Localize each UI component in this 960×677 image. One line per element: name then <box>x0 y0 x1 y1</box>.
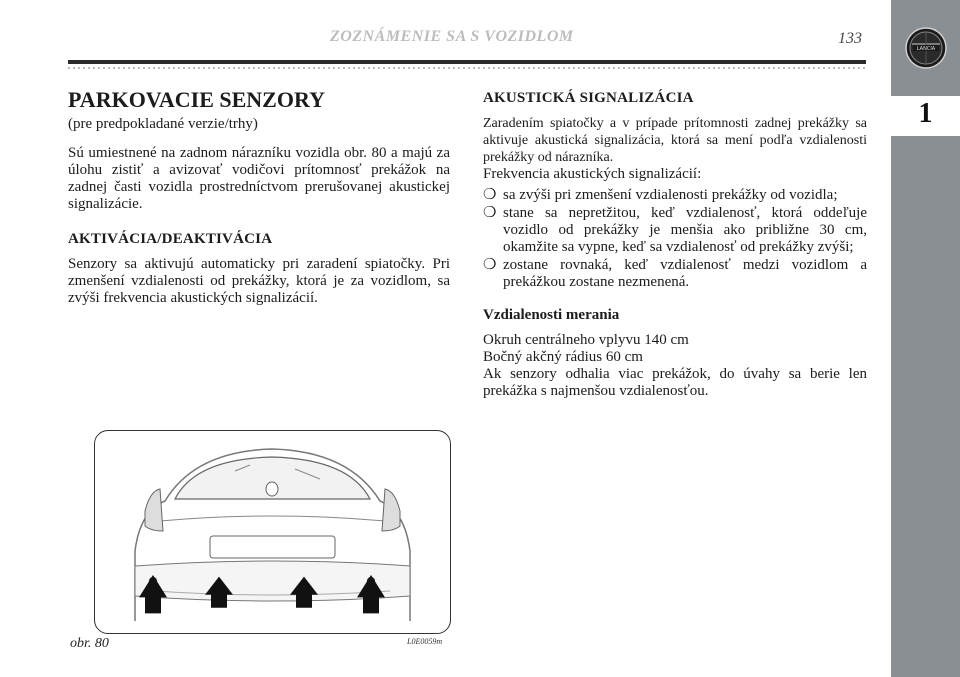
frequency-label: Frekvencia akustických signalizácií: <box>483 166 702 182</box>
activation-paragraph: Senzory sa aktivujú automaticky pri zaradení spiatočky. Pri zmenšení vzdialenosti od prekážky, ktorá je za vozidlom, sa zvýši frekvencia akustických signalizácií. <box>68 256 450 306</box>
header-dotted-rule <box>68 67 866 69</box>
right-column <box>483 90 867 400</box>
figure-code: L0E0059m <box>407 637 443 646</box>
figure-caption: obr. 80 <box>70 636 109 651</box>
car-rear-illustration <box>95 431 450 633</box>
acoustic-intro: Zaradením spiatočky a v prípade prítomnosti zadnej prekážky sa aktivuje akustická signalizácia, ktorá sa mení podľa vzdialenosti prekážky od nárazníka. <box>483 116 867 165</box>
chapter-number: 1 <box>918 98 933 129</box>
figure-car-rear <box>94 430 451 634</box>
frequency-list <box>483 187 867 291</box>
bullet-circle-icon: ❍ <box>483 187 497 203</box>
list-item: ❍ stane sa nepretžitou, keď vzdialenosť, ktorá oddeľuje vozidlo od prekážky je menšia ako približne 30 cm, okamžite sa vypne, keď sa vzdialenosť od prekážky zvýši; <box>483 205 867 255</box>
bullet-circle-icon: ❍ <box>483 205 497 221</box>
left-column <box>68 88 450 307</box>
bullet-circle-icon: ❍ <box>483 257 497 273</box>
activation-heading: AKTIVÁCIA/DEAKTIVÁCIA <box>68 231 273 247</box>
list-item: ❍ sa zvýši pri zmenšení vzdialenosti prekážky od vozidla; <box>483 187 838 203</box>
lancia-logo-icon <box>904 26 948 70</box>
distance-line: Ak senzory odhalia viac prekážok, do úvahy sa berie len prekážka s najmenšou vzdialenosťou. <box>483 366 867 399</box>
list-item: ❍ zostane rovnaká, keď vzdialenosť medzi vozidlom a prekážkou zostane nezmenená. <box>483 257 867 290</box>
running-header: ZOZNÁMENIE SA S VOZIDLOM <box>330 28 574 45</box>
intro-paragraph: Sú umiestnené na zadnom nárazníku vozidla obr. 80 a majú za úlohu zistiť a avizovať vodičovi prítomnosť prekážok na zadnej časti vozidla prostredníctvom prerušovanej akustickej signalizácie. <box>68 145 450 212</box>
svg-text:LANCIA: LANCIA <box>916 46 936 52</box>
acoustic-heading: AKUSTICKÁ SIGNALIZÁCIA <box>483 90 694 106</box>
section-subtitle: (pre predpokladané verzie/trhy) <box>68 116 258 132</box>
header-rule <box>68 60 866 64</box>
distance-line: Okruh centrálneho vplyvu 140 cm <box>483 332 689 348</box>
section-title: PARKOVACIE SENZORY <box>68 87 325 112</box>
distance-line: Bočný akčný rádius 60 cm <box>483 349 643 365</box>
page-number: 133 <box>838 30 862 47</box>
distances-heading: Vzdialenosti merania <box>483 307 620 323</box>
